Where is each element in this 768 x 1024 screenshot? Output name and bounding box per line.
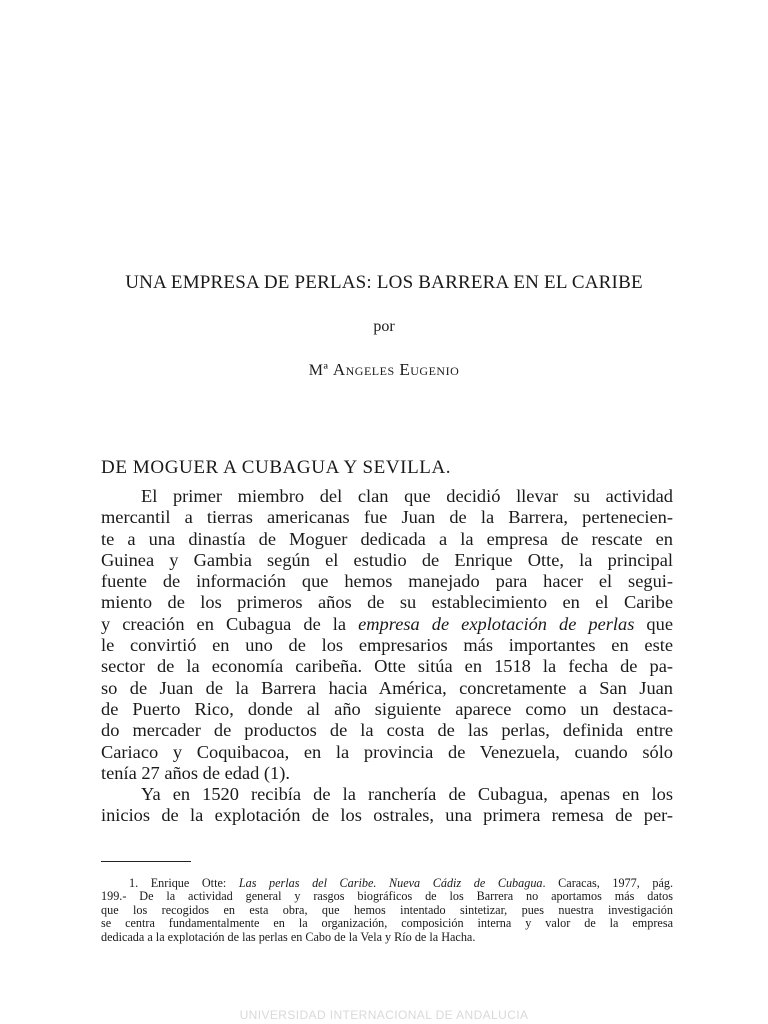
footnote-line: dedicada a la explotación de las perlas en Cabo de la Vela y Río de la Hacha.	[101, 929, 476, 944]
body-line: Ya en 1520 recibía de la ranchería de Cubagua, apenas en los	[141, 784, 673, 805]
section-heading: DE MOGUER A CUBAGUA Y SEVILLA.	[101, 457, 452, 478]
body-line: miento de los primeros años de su establecimiento en el Caribe	[101, 592, 673, 613]
body-line: te a una dinastía de Moguer dedicada a la empresa de rescate en	[101, 528, 673, 549]
footnote-line: se centra fundamentalmente en la organización, composición interna y valor de la empresa	[101, 916, 673, 931]
body-italic-phrase: empresa de explotación de perlas	[358, 613, 635, 634]
footnote	[101, 877, 673, 944]
footnote-line: que los recogidos en esta obra, que hemos intentado sintetizar, pues nuestra investigación	[101, 902, 673, 917]
footnote-work-title: Las perlas del Caribe. Nueva Cádiz de Cubagua	[238, 876, 543, 890]
body-line: fuente de información que hemos manejado para hacer el segui-	[101, 571, 673, 592]
body-line: le convirtió en uno de los empresarios más importantes en este	[101, 635, 673, 656]
body-line: inicios de la explotación de los ostrales, una primera remesa de per-	[101, 805, 673, 826]
body-line	[101, 614, 673, 635]
footnote-line-rest: . Caracas, 1977, pág.	[542, 876, 673, 890]
body-line: El primer miembro del clan que decidió llevar su actividad	[141, 486, 673, 506]
body-line: tenía 27 años de edad (1).	[101, 762, 290, 783]
footnote-number: 1.	[129, 876, 139, 890]
footnote-author: Enrique Otte:	[150, 876, 227, 890]
body-line: sector de la economía caribeña. Otte sitúa en 1518 la fecha de pa-	[101, 656, 673, 677]
body-line: do mercader de productos de la costa de las perlas, definida entre	[101, 720, 673, 741]
body-line-part: que	[634, 613, 673, 634]
footnote-rule	[101, 861, 191, 862]
byline-por: por	[373, 318, 395, 335]
body-text	[101, 486, 673, 827]
body-line: so de Juan de la Barrera hacia América, concretamente a San Juan	[101, 677, 673, 698]
watermark: UNIVERSIDAD INTERNACIONAL DE ANDALUCIA	[239, 1008, 529, 1022]
body-line: Cariaco y Coquibacoa, en la provincia de Venezuela, cuando sólo	[101, 741, 673, 762]
body-line-part: y creación en Cubagua de la	[101, 613, 359, 634]
body-line: de Puerto Rico, donde al año siguiente aparece como un destaca-	[101, 698, 673, 719]
author-name	[0, 360, 768, 380]
author-prefix: Mª	[308, 362, 329, 379]
article-title: UNA EMPRESA DE PERLAS: LOS BARRERA EN EL CARIBE	[125, 272, 643, 293]
body-line: mercantil a tierras americanas fue Juan de la Barrera, pertenecien-	[101, 507, 673, 528]
body-line: Guinea y Gambia según el estudio de Enrique Otte, la principal	[101, 549, 673, 570]
footnote-line	[101, 877, 673, 890]
author-surname: Angeles Eugenio	[332, 360, 460, 379]
footnote-line: 199.- De la actividad general y rasgos biográficos de los Barrera no aportamos más datos	[101, 889, 673, 904]
